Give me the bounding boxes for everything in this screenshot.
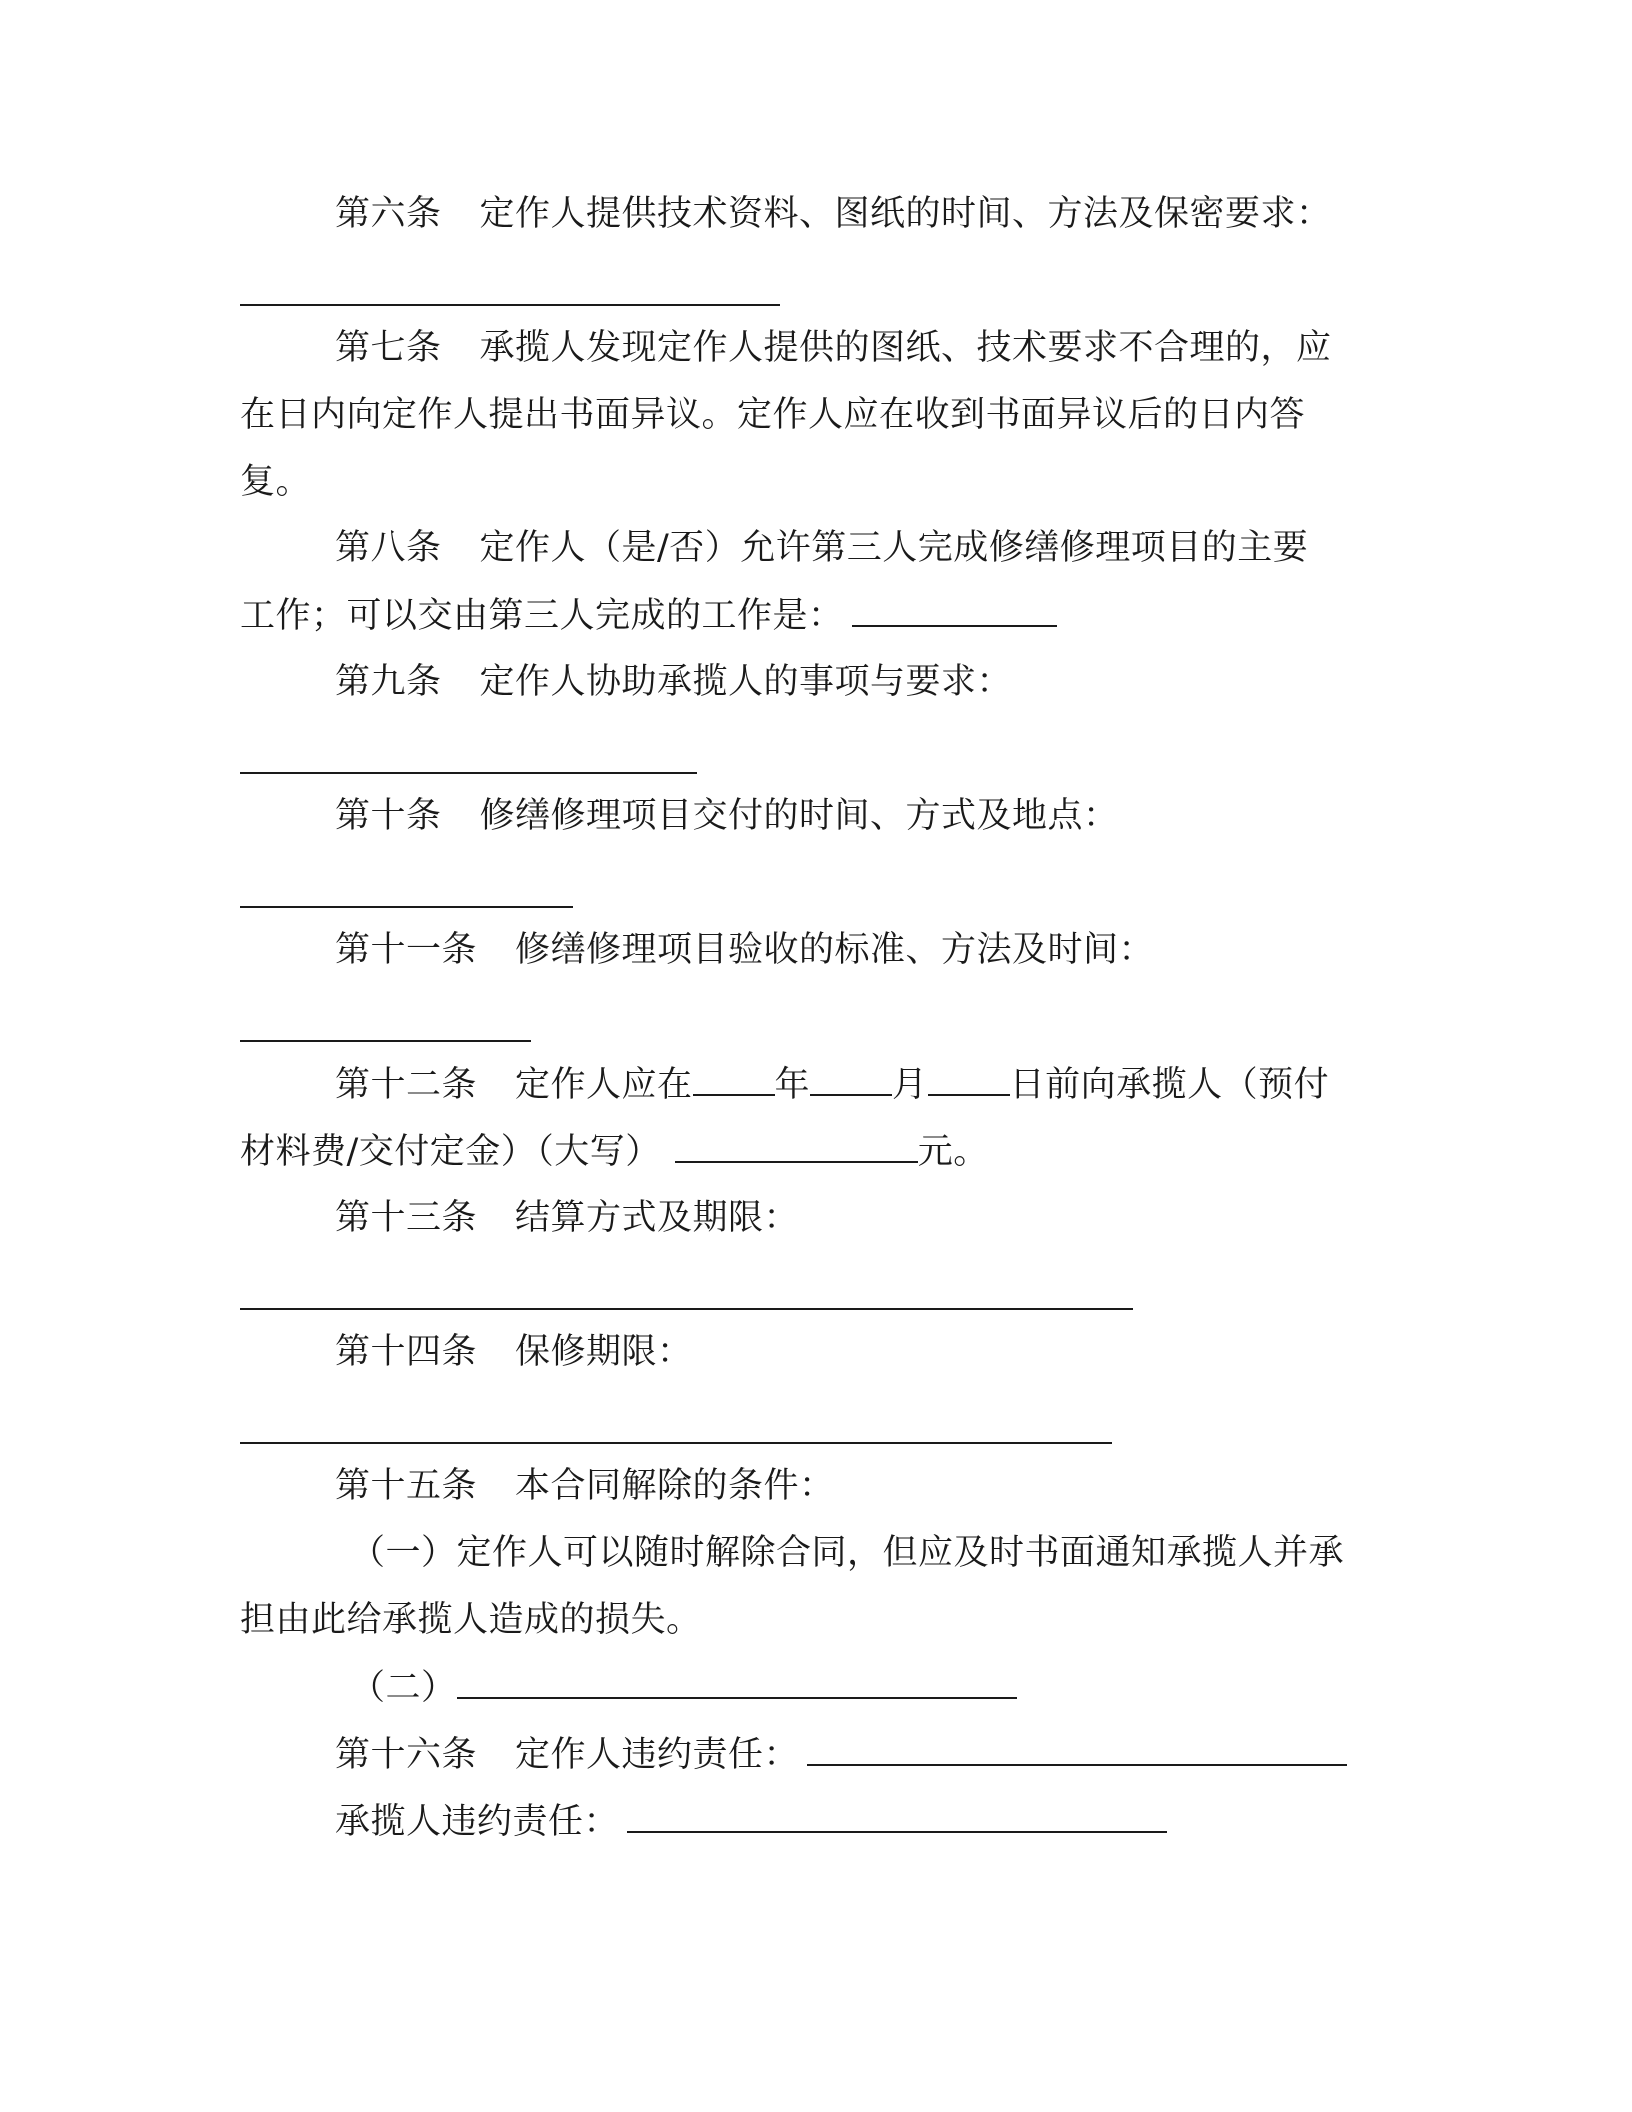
article-8	[335, 524, 1308, 572]
article-16	[335, 1730, 1347, 1779]
article-15	[335, 1462, 835, 1510]
article-number: 第十二条	[335, 1065, 478, 1105]
article-9	[335, 658, 1012, 706]
article-text: 定作人（是/否）允许第三人完成修缮修理项目的主要	[479, 528, 1309, 568]
article-16-contractor	[335, 1797, 1167, 1846]
article-number: 第十一条	[335, 930, 478, 970]
article-number: 第十六条	[335, 1735, 478, 1775]
item-number: （二）	[350, 1668, 457, 1708]
amount-blank	[675, 1127, 918, 1163]
article-6	[335, 190, 1332, 238]
article-number: 第十五条	[335, 1466, 478, 1506]
month-label: 月	[892, 1065, 928, 1105]
fill-in-blank	[240, 906, 573, 908]
fill-in-blank	[807, 1730, 1347, 1766]
article-7-line-2: 在日内向定作人提出书面异议。定作人应在收到书面异议后的日内答	[240, 395, 1306, 435]
article-12	[335, 1060, 1329, 1109]
year-blank	[693, 1060, 775, 1096]
month-blank	[810, 1060, 892, 1096]
article-text: 定作人违约责任：	[515, 1735, 800, 1775]
fill-in-blank	[240, 1308, 1133, 1310]
article-number: 第十四条	[335, 1332, 478, 1372]
fill-in-blank	[240, 772, 697, 774]
article-8-line-2	[240, 591, 1057, 640]
article-number: 第十条	[335, 796, 442, 836]
article-text: 结算方式及期限：	[515, 1198, 800, 1238]
article-number: 第九条	[335, 662, 442, 702]
article-text: 承揽人发现定作人提供的图纸、技术要求不合理的，应	[479, 328, 1332, 368]
fill-in-blank	[627, 1797, 1167, 1833]
year-label: 年	[774, 1065, 811, 1105]
article-10	[335, 792, 1119, 840]
article-15-item-1: （一）定作人可以随时解除合同，但应及时书面通知承揽人并承	[350, 1533, 1345, 1573]
day-blank	[928, 1060, 1010, 1096]
article-text: 修缮修理项目验收的标准、方法及时间：	[515, 930, 1155, 970]
article-text: 本合同解除的条件：	[515, 1466, 835, 1506]
article-15-item-1-line-2: 担由此给承揽人造成的损失。	[240, 1600, 702, 1640]
article-7	[335, 324, 1332, 372]
article-number: 第七条	[335, 328, 442, 368]
fill-in-blank	[240, 304, 780, 306]
article-text: 定作人应在	[515, 1065, 693, 1105]
fill-in-blank	[852, 591, 1057, 627]
article-number: 第十三条	[335, 1198, 478, 1238]
article-15-item-2	[350, 1663, 1017, 1712]
article-text: 材料费/交付定金）（大写）	[240, 1132, 661, 1172]
article-text: 工作；可以交由第三人完成的工作是：	[240, 596, 844, 636]
article-text: 定作人协助承揽人的事项与要求：	[479, 662, 1013, 702]
article-12-line-2	[240, 1127, 989, 1176]
article-7-line-3: 复。	[240, 462, 312, 502]
article-text: 保修期限：	[515, 1332, 693, 1372]
fill-in-blank	[240, 1040, 531, 1042]
article-text: 修缮修理项目交付的时间、方式及地点：	[479, 796, 1119, 836]
article-text: 承揽人违约责任：	[335, 1802, 620, 1842]
article-number: 第六条	[335, 194, 442, 234]
article-11	[335, 926, 1154, 974]
article-14	[335, 1328, 693, 1376]
article-text: 定作人提供技术资料、图纸的时间、方法及保密要求：	[479, 194, 1332, 234]
fill-in-blank	[457, 1663, 1017, 1699]
article-number: 第八条	[335, 528, 442, 568]
currency-unit: 元。	[917, 1132, 989, 1172]
article-13	[335, 1194, 799, 1242]
fill-in-blank	[240, 1442, 1112, 1444]
day-label: 日前向承揽人（预付	[1009, 1065, 1330, 1105]
